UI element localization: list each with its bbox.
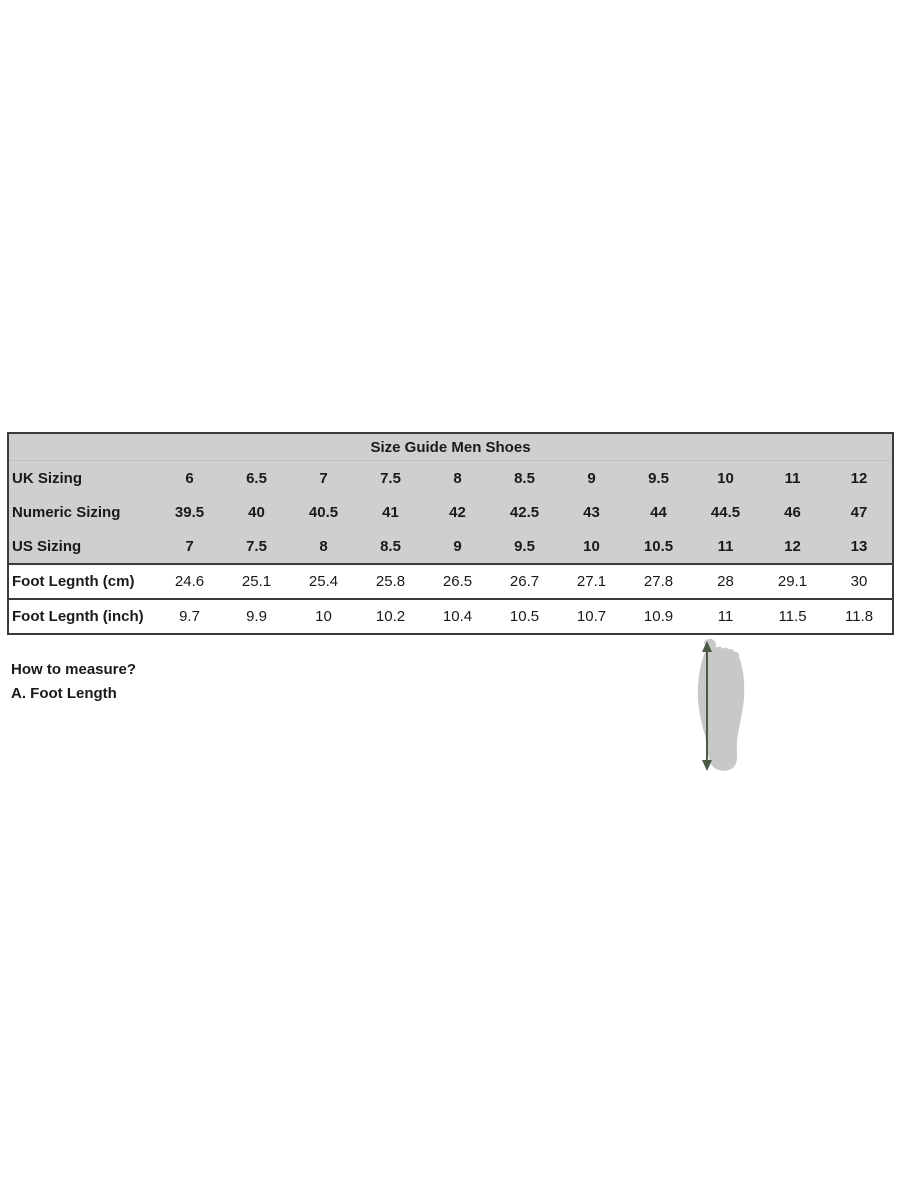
size-cell: 9 (558, 461, 625, 496)
table-title: Size Guide Men Shoes (8, 433, 893, 461)
length-cell: 10 (290, 599, 357, 634)
size-cell: 47 (826, 495, 893, 529)
size-cell: 43 (558, 495, 625, 529)
length-cell: 11.5 (759, 599, 826, 634)
length-cell: 10.2 (357, 599, 424, 634)
table-row-foot-length-inch (8, 599, 893, 634)
size-cell: 8 (424, 461, 491, 496)
length-cell: 24.6 (156, 564, 223, 599)
length-cell: 26.5 (424, 564, 491, 599)
row-label: Numeric Sizing (8, 495, 156, 529)
table-row-foot-length-cm (8, 564, 893, 599)
size-cell: 11 (759, 461, 826, 496)
length-cell: 11 (692, 599, 759, 634)
row-label: Foot Legnth (inch) (8, 599, 156, 634)
size-cell: 7 (156, 529, 223, 564)
length-cell: 10.7 (558, 599, 625, 634)
table-title-row (8, 433, 893, 461)
size-cell: 8 (290, 529, 357, 564)
size-cell: 7.5 (223, 529, 290, 564)
size-cell: 11 (692, 529, 759, 564)
size-cell: 7.5 (357, 461, 424, 496)
table-row-us-sizing (8, 529, 893, 564)
length-cell: 11.8 (826, 599, 893, 634)
size-cell: 8.5 (357, 529, 424, 564)
row-label: Foot Legnth (cm) (8, 564, 156, 599)
table-row-numeric-sizing (8, 495, 893, 529)
size-cell: 40 (223, 495, 290, 529)
length-cell: 26.7 (491, 564, 558, 599)
measure-instructions (11, 658, 136, 706)
size-cell: 8.5 (491, 461, 558, 496)
size-cell: 9.5 (491, 529, 558, 564)
size-cell: 10 (692, 461, 759, 496)
length-cell: 25.4 (290, 564, 357, 599)
size-cell: 6 (156, 461, 223, 496)
foot-silhouette (698, 639, 744, 771)
size-cell: 10 (558, 529, 625, 564)
length-cell: 25.1 (223, 564, 290, 599)
size-cell: 6.5 (223, 461, 290, 496)
length-cell: 9.9 (223, 599, 290, 634)
length-cell: 10.5 (491, 599, 558, 634)
length-cell: 10.9 (625, 599, 692, 634)
size-cell: 44.5 (692, 495, 759, 529)
size-cell: 42 (424, 495, 491, 529)
row-label: UK Sizing (8, 461, 156, 496)
size-cell: 7 (290, 461, 357, 496)
length-cell: 27.8 (625, 564, 692, 599)
size-cell: 9 (424, 529, 491, 564)
measure-item: A. Foot Length (11, 685, 117, 702)
length-cell: 10.4 (424, 599, 491, 634)
size-cell: 12 (826, 461, 893, 496)
size-cell: 39.5 (156, 495, 223, 529)
length-cell: 27.1 (558, 564, 625, 599)
size-cell: 13 (826, 529, 893, 564)
foot-length-icon (693, 638, 753, 774)
length-cell: 9.7 (156, 599, 223, 634)
table-row-uk-sizing (8, 461, 893, 496)
size-cell: 12 (759, 529, 826, 564)
length-cell: 28 (692, 564, 759, 599)
length-cell: 30 (826, 564, 893, 599)
size-cell: 44 (625, 495, 692, 529)
size-cell: 42.5 (491, 495, 558, 529)
measure-heading: How to measure? (11, 661, 137, 678)
size-cell: 40.5 (290, 495, 357, 529)
arrow-down-icon (702, 760, 712, 771)
size-cell: 10.5 (625, 529, 692, 564)
size-cell: 46 (759, 495, 826, 529)
row-label: US Sizing (8, 529, 156, 564)
length-cell: 29.1 (759, 564, 826, 599)
size-guide-table (7, 432, 894, 635)
size-cell: 41 (357, 495, 424, 529)
length-cell: 25.8 (357, 564, 424, 599)
size-cell: 9.5 (625, 461, 692, 496)
